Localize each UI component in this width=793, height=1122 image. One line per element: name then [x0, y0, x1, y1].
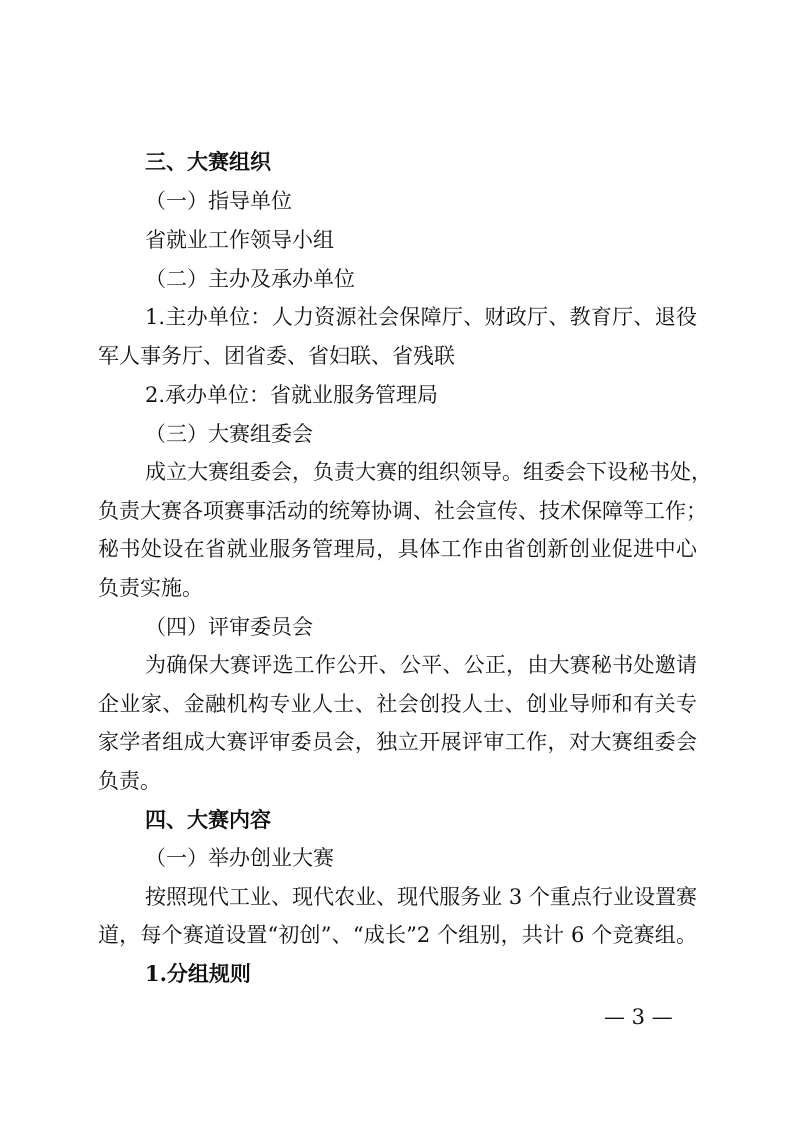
sub-item-heading: 1.分组规则	[145, 961, 251, 986]
section-heading: 四、大赛内容	[145, 807, 271, 832]
paragraph-line: 按照现代工业、现代农业、现代服务业 3 个重点行业设置赛	[145, 885, 697, 909]
subsection-heading: （三）大赛组委会	[145, 422, 313, 446]
paragraph-line: 负责实施。	[98, 576, 203, 600]
paragraph-line: 负责大赛各项赛事活动的统筹协调、社会宣传、技术保障等工作；	[98, 499, 707, 523]
section-heading: 三、大赛组织	[145, 149, 271, 174]
paragraph-line: 1.主办单位：人力资源社会保障厅、财政厅、教育厅、退役	[145, 305, 697, 329]
paragraph-line: 2.承办单位：省就业服务管理局	[145, 383, 439, 407]
subsection-heading: （一）指导单位	[145, 189, 292, 213]
subsection-heading: （二）主办及承办单位	[145, 267, 355, 291]
paragraph-line: 为确保大赛评选工作公开、公平、公正，由大赛秘书处邀请	[145, 653, 697, 677]
subsection-heading: （四）评审委员会	[145, 615, 313, 639]
page-number: — 3 —	[604, 1005, 673, 1029]
paragraph-line: 秘书处设在省就业服务管理局，具体工作由省创新创业促进中心	[98, 537, 697, 561]
paragraph-line: 企业家、金融机构专业人士、社会创投人士、创业导师和有关专	[98, 692, 697, 716]
paragraph-line: 负责。	[98, 769, 161, 793]
paragraph-line: 道，每个赛道设置“初创”、“成长”2 个组别，共计 6 个竞赛组。	[98, 923, 697, 947]
paragraph-line: 成立大赛组委会，负责大赛的组织领导。组委会下设秘书处，	[145, 460, 712, 484]
paragraph-line: 军人事务厅、团省委、省妇联、省残联	[98, 344, 455, 368]
subsection-heading: （一）举办创业大赛	[145, 846, 334, 870]
paragraph-line: 家学者组成大赛评审委员会，独立开展评审工作，对大赛组委会	[98, 730, 697, 754]
paragraph-line: 省就业工作领导小组	[145, 228, 334, 252]
